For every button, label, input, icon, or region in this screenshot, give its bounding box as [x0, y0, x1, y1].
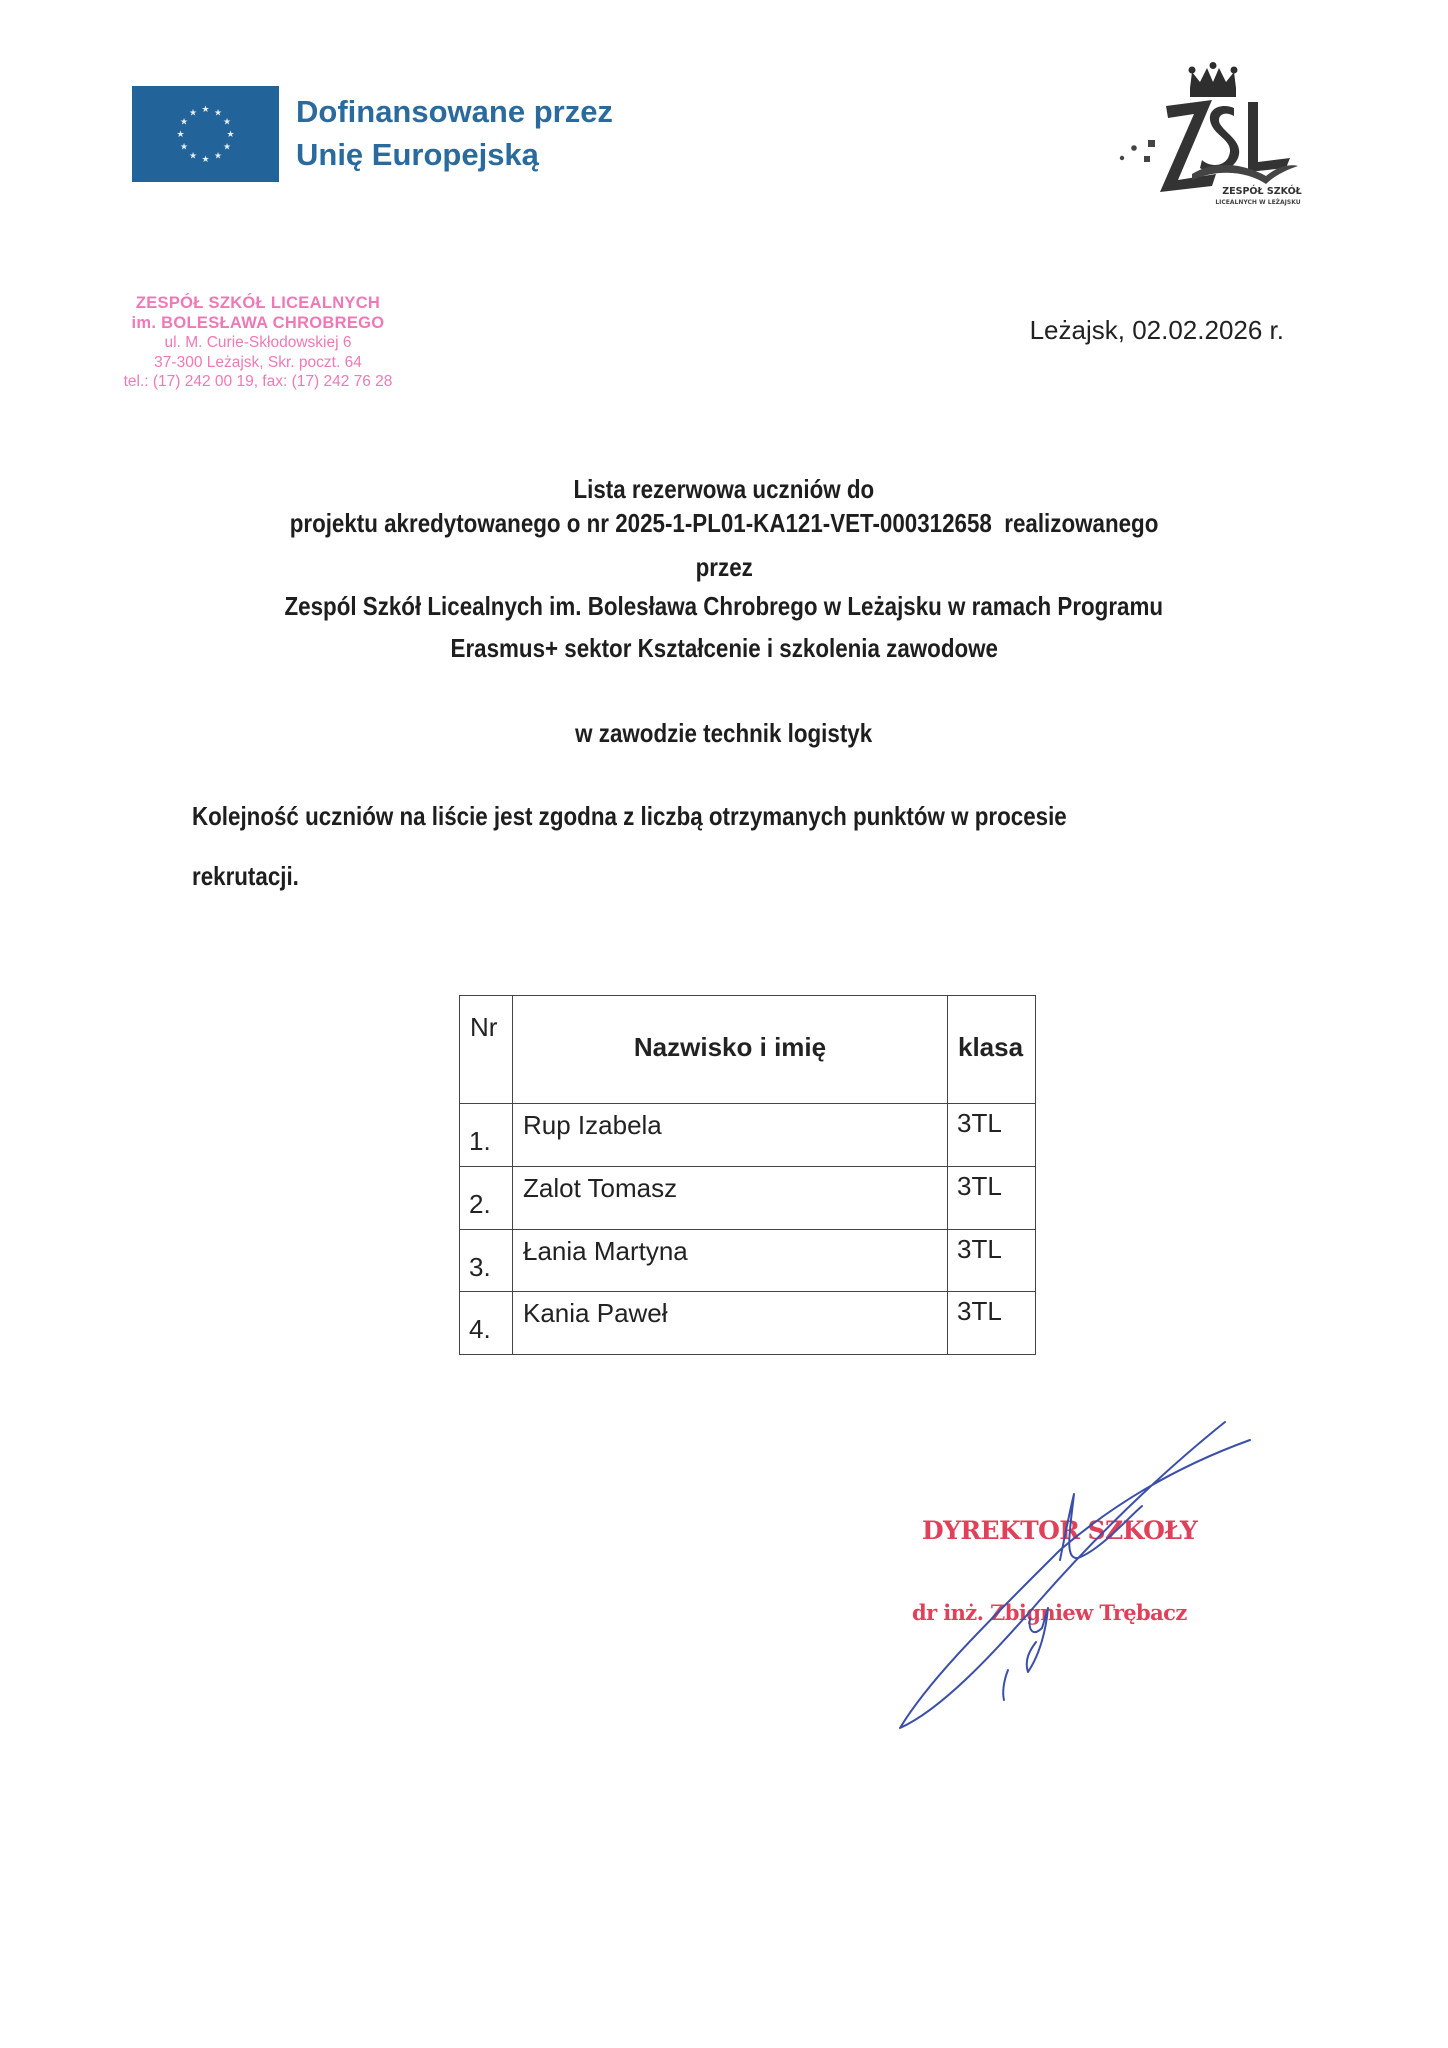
title-line-1: Lista rezerwowa uczniów do [573, 474, 875, 504]
row-nr: 2. [469, 1188, 491, 1219]
svg-text:★: ★ [201, 105, 210, 115]
svg-text:★: ★ [213, 108, 223, 119]
svg-text:★: ★ [179, 117, 189, 128]
school-address-stamp [78, 294, 438, 392]
row-nr: 1. [469, 1126, 491, 1157]
header-klasa: klasa [958, 1032, 1024, 1062]
eu-stars-icon [132, 86, 279, 182]
handwritten-signature [880, 1410, 1260, 1740]
svg-text:★: ★ [188, 151, 198, 162]
school-logo [1108, 62, 1303, 214]
table-row [460, 1104, 1036, 1167]
header-name: Nazwisko i imię [633, 1032, 827, 1062]
svg-text:★: ★ [213, 151, 223, 162]
table-row [460, 1292, 1036, 1355]
title-line-5: Erasmus+ sektor Kształcenie i szkolenia zawodowe [450, 633, 998, 663]
title-line-3: przez [695, 552, 753, 582]
row-name: Zalot Tomasz [523, 1172, 678, 1203]
svg-text:★: ★ [176, 130, 185, 140]
row-klasa: 3TL [957, 1233, 1002, 1264]
reserve-list-table [459, 995, 1036, 1355]
logo-caption-line2: LICEALNYCH W LEŻAJSKU [1215, 199, 1301, 206]
eu-funding-label [296, 90, 613, 176]
profession-line: w zawodzie technik logistyk [575, 718, 873, 748]
header-nr: Nr [470, 1012, 498, 1042]
crown-icon [1189, 62, 1238, 97]
stamp-line-5: tel.: (17) 242 00 19, fax: (17) 242 76 28 [123, 373, 393, 390]
ranking-note-line-2: rekrutacji. [192, 861, 299, 891]
table-header-row [460, 996, 1036, 1104]
row-name: Łania Martyna [523, 1235, 688, 1266]
svg-text:★: ★ [201, 155, 210, 165]
director-name-stamp: dr inż. Zbigniew Trębacz [912, 1600, 1187, 1625]
svg-text:★: ★ [226, 130, 235, 140]
row-nr: 3. [469, 1251, 491, 1282]
eu-flag-logo [132, 86, 279, 182]
svg-text:★: ★ [222, 117, 232, 128]
svg-text:★: ★ [179, 142, 189, 153]
svg-text:★: ★ [188, 108, 198, 119]
stamp-line-4: 37-300 Leżajsk, Skr. poczt. 64 [154, 353, 362, 371]
director-title-stamp: DYREKTOR SZKOŁY [922, 1516, 1198, 1545]
svg-text:★: ★ [222, 142, 232, 153]
place-and-date: Leżajsk, 02.02.2026 r. [1029, 315, 1284, 345]
ranking-note-line-1: Kolejność uczniów na liście jest zgodna z liczbą otrzymanych punktów w procesie [192, 801, 1067, 831]
stamp-line-3: ul. M. Curie-Skłodowskiej 6 [164, 334, 352, 351]
stamp-line-1: ZESPÓŁ SZKÓŁ LICEALNYCH [135, 294, 381, 312]
table-row [460, 1166, 1036, 1229]
eu-funding-line2: Unię Europejską [296, 137, 539, 172]
table-row [460, 1229, 1036, 1292]
logo-caption-line1: ZESPÓŁ SZKÓŁ [1222, 186, 1302, 197]
row-klasa: 3TL [957, 1170, 1002, 1201]
row-nr: 4. [469, 1314, 491, 1345]
title-line-2: projektu akredytowanego o nr 2025-1-PL01-KA121-VET-000312658 realizowanego [289, 508, 1159, 538]
row-name: Rup Izabela [523, 1110, 662, 1141]
stamp-line-2: im. BOLESŁAWA CHROBREGO [131, 313, 385, 332]
title-line-4: Zespól Szkół Licealnych im. Bolesława Chrobrego w Leżajsku w ramach Programu [284, 591, 1164, 621]
row-klasa: 3TL [957, 1108, 1002, 1139]
eu-funding-line1: Dofinansowane przez [296, 94, 613, 129]
row-klasa: 3TL [957, 1296, 1002, 1327]
row-name: Kania Paweł [523, 1298, 668, 1329]
